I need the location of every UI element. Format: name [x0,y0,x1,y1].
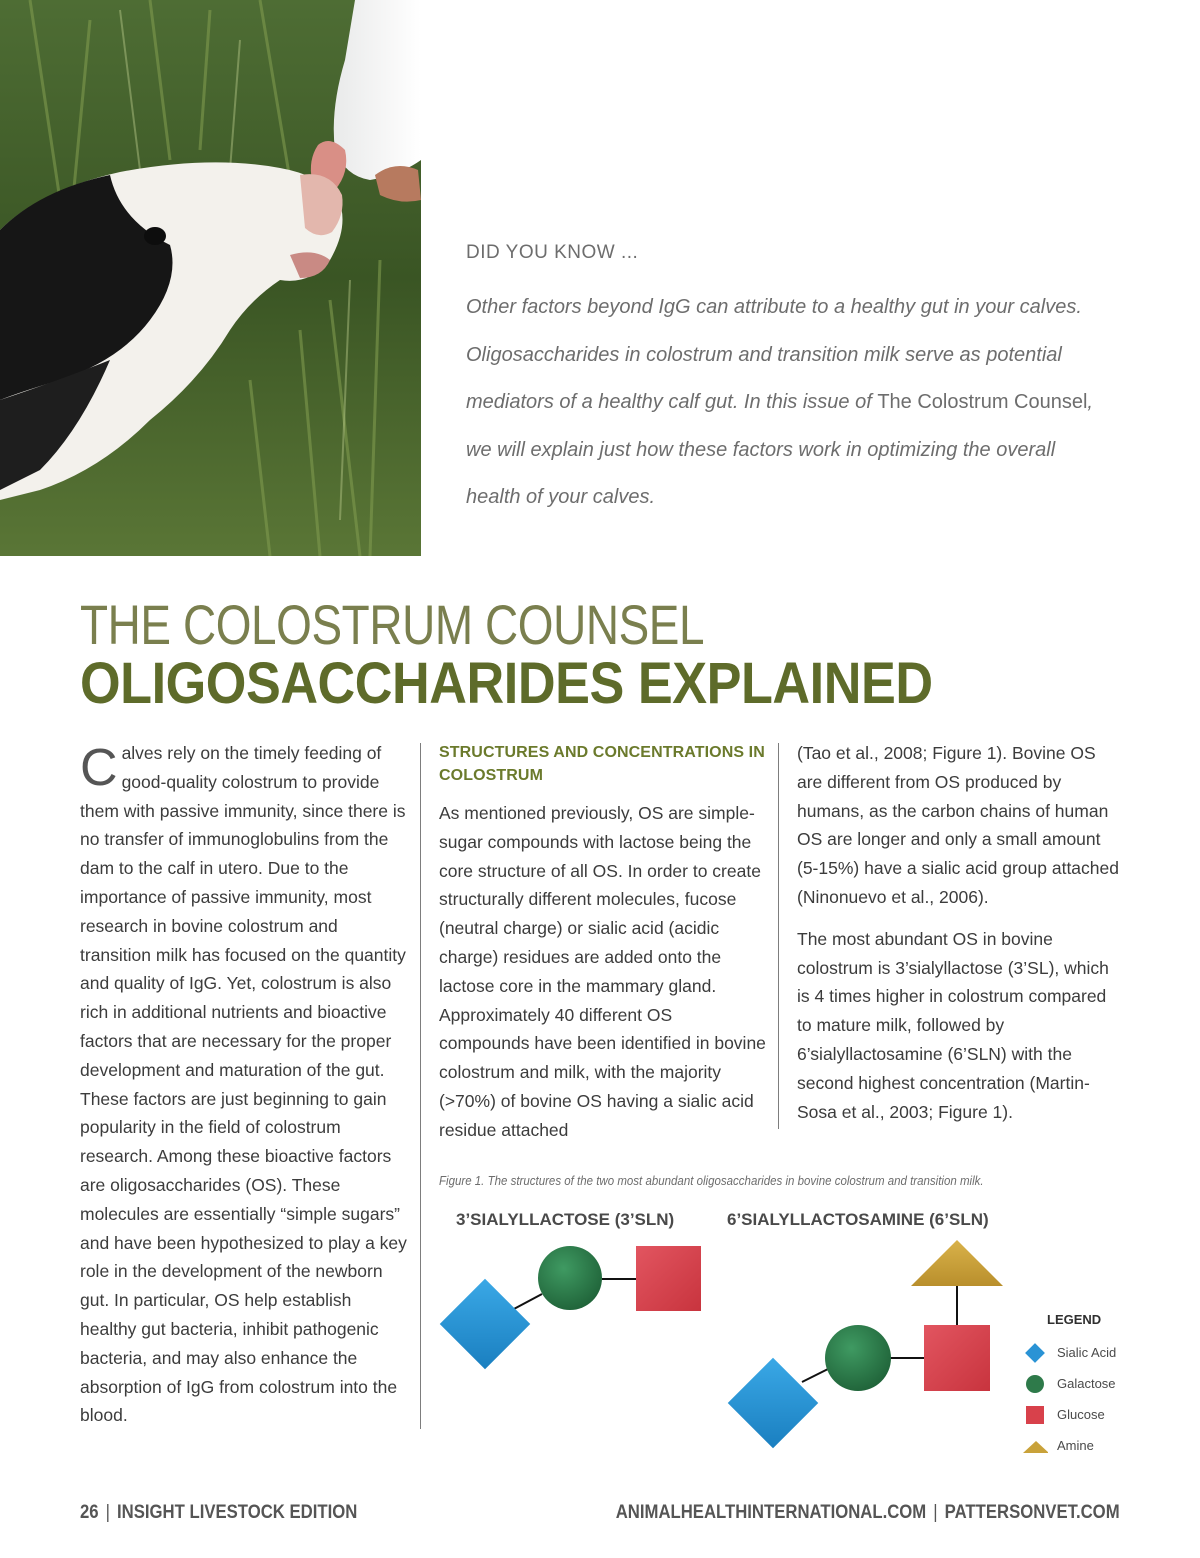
footer-separator: | [105,1502,110,1523]
page-number: 26 [80,1502,99,1523]
column-3-paragraph-1: (Tao et al., 2008; Figure 1). Bovine OS are different from OS produced by humans, as the carbon chains of human OS are longer and only a small amount (5-15%) have a sialic acid group attached (Ninonuevo et al., 2006). [797,743,1119,907]
column-2-text: As mentioned previously, OS are simple-sugar compounds with lactose being the core structure of all OS. In order to create structurally different molecules, fucose (neutral charge) or sialic acid (acidic charge) residues are added onto the lactose core in the mammary gland. Approximately 40 different OS compounds have been identified in bovine colostrum and milk, with the majority (>70%) of bovine OS having a sialic acid residue attached [439,803,766,1140]
diamond-icon [1022,1343,1048,1363]
column-divider [778,743,779,1129]
glucose-icon [924,1325,990,1391]
structure-b-6sln [728,1240,1003,1448]
sialic-acid-icon [440,1279,531,1370]
footer-link-pattersonvet[interactable]: PATTERSONVET.COM [945,1502,1120,1523]
structure-a-3sl [440,1246,701,1369]
column-2 [439,741,767,1145]
triangle-icon [1022,1436,1048,1456]
oligosaccharide-structures-diagram [430,1230,1020,1460]
did-you-know-box [466,242,1106,522]
structure-a-title: 3’SIALYLLACTOSE (3’SLN) [456,1210,675,1229]
footer-right [616,1502,1120,1524]
legend-item-amine [1022,1430,1132,1461]
did-you-know-text-1: Other factors beyond IgG can attribute to a healthy gut in your calves. Oligosaccharides in colostrum and transition milk serve as potential mediators of a healthy calf gut. In this issue of [466,296,1082,414]
did-you-know-body [466,284,1106,522]
structure-b-title: 6’SIALYLLACTOSAMINE (6’SLN) [727,1210,989,1229]
footer-link-animalhealth[interactable]: ANIMALHEALTHINTERNATIONAL.COM [616,1502,927,1523]
glucose-icon [636,1246,701,1311]
circle-icon [1022,1374,1048,1394]
column-3 [797,739,1122,1126]
footer-separator: | [933,1502,939,1523]
legend-title: LEGEND [1047,1312,1102,1327]
figure-caption: Figure 1. The structures of the two most abundant oligosaccharides in bovine colostrum and transition milk. [439,1174,984,1188]
legend-label: Glucose [1057,1407,1105,1422]
amine-icon [911,1240,1003,1286]
did-you-know-heading: DID YOU KNOW ... [466,242,639,263]
edition-name: INSIGHT LIVESTOCK EDITION [117,1502,358,1523]
legend-item-sialic-acid [1022,1337,1132,1368]
drop-cap: C [80,739,118,797]
galactose-icon [825,1325,891,1391]
did-you-know-text-2: , we will explain just how these factors work in optimizing the overall health of your calves. [466,391,1093,509]
legend-label: Galactose [1057,1376,1116,1391]
article-title: OLIGOSACCHARIDES EXPLAINED [80,651,933,716]
figure-legend [1022,1312,1132,1461]
section-subhead: STRUCTURES AND CONCENTRATIONS IN COLOSTRUM [439,744,765,784]
footer-left [80,1502,357,1524]
calf-feeding-photo [0,0,421,556]
column-divider [420,743,421,1429]
galactose-icon [538,1246,602,1310]
sialic-acid-icon [728,1358,819,1449]
legend-label: Amine [1057,1438,1094,1453]
column-1 [80,739,410,1430]
column-3-paragraph-2: The most abundant OS in bovine colostrum is 3’sialyllactose (3’SL), which is 4 times higher in colostrum compared to mature milk, followed by 6’sialyllactosamine (6’SLN) with the second highest concentration (Martin-Sosa et al., 2003; Figure 1). [797,928,1109,1122]
legend-label: Sialic Acid [1057,1345,1117,1360]
series-title: THE COLOSTRUM COUNSEL [80,593,705,656]
legend-item-glucose [1022,1399,1132,1430]
column-1-text: alves rely on the timely feeding of good-quality colostrum to provide them with passive immunity, since there is no transfer of immunoglobulins from the dam to the calf in utero. Due to the importance of passive immunity, most research in bovine colostrum and transition milk has focused on the quantity and quality of IgG. Yet, colostrum is also rich in additional nutrients and bioactive factors that are necessary for the proper development and maturation of the gut. These factors are just beginning to gain popularity in the field of colostrum research. Among these bioactive factors are oligosaccharides (OS). These molecules are essentially “simple sugars” and have been hypothesized to play a key role in the development of the newborn gut. In particular, OS help establish healthy gut bacteria, inhibit pathogenic bacteria, and may also enhance the absorption of IgG from colostrum into the blood. [80,743,407,1426]
legend-item-galactose [1022,1368,1132,1399]
publication-name: The Colostrum Counsel [877,391,1088,414]
square-icon [1022,1405,1048,1425]
